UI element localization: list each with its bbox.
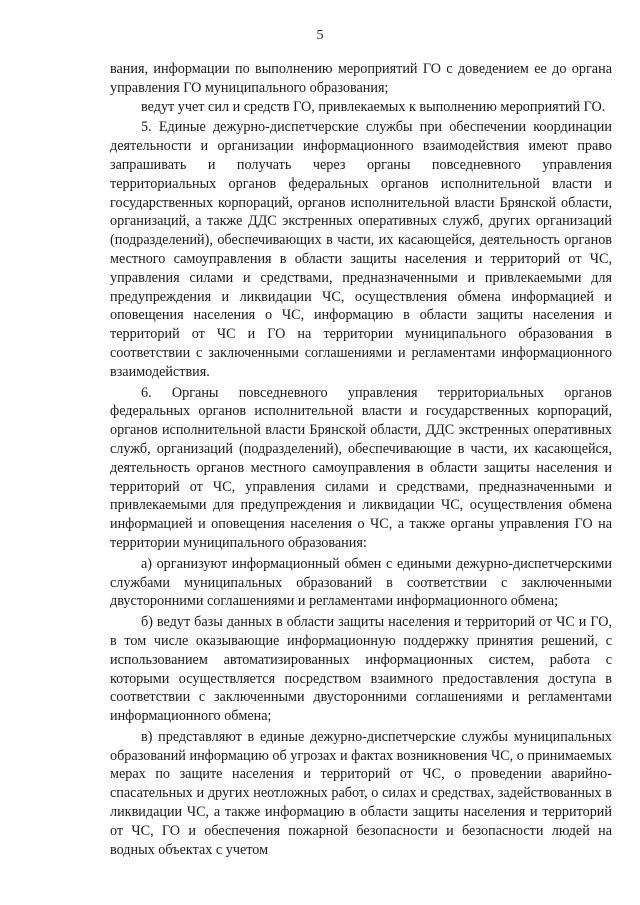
paragraph-5: 5. Единые дежурно-диспетчерские службы при обеспечении координации деятельности и организации информационного взаимодействия имеют право запрашивать и получать через органы повседневного управления территориальных органов федеральных органов исполнительной власти и государственных корпораций, органов исполнительной власти Брянской области, организаций, а также ДДС экстренных оперативных служб, других организаций (подразделений), обеспечивающих в части, их касающейся, деятельность органов местного самоуправления в области защиты населения и территорий от ЧС, управления силами и средствами, предназначенными и привлекаемыми для предупреждения и ликвидации ЧС, осуществления обмена информацией и оповещения населения о ЧС, информацию в области защиты населения и территорий от ЧС и ГО на территории муниципального образования в соответствии с заключенными соглашениями и регламентами информационного взаимодействия. — [110, 119, 612, 380]
paragraph-record-forces: ведут учет сил и средств ГО, привлекаемых к выполнению мероприятий ГО. — [141, 98, 606, 115]
list-item-a: а) организуют информационный обмен с едиными дежурно-диспетчерскими службами муниципальных образований в соответствии с заключенными двусторонними соглашениями и регламентами информационного обмена; — [110, 555, 612, 610]
list-item-v: в) представляют в единые дежурно-диспетчерские службы муниципальных образований информацию об угрозах и фактах возникновения ЧС, о принимаемых мерах по защите населения и территорий от ЧС, о проведении аварийно-спасательных и других неотложных работ, о силах и средствах, задействованных в ликвидации ЧС, а также информацию в области защиты населения и территорий от ЧС, ГО и обеспечения пожарной безопасности и безопасности людей на водных объектах с учетом — [110, 728, 612, 858]
paragraph-continuation: вания, информации по выполнению мероприятий ГО с доведением ее до органа управления ГО муниципального образования; — [110, 61, 612, 96]
page-number: 5 — [316, 28, 324, 43]
paragraph-6: 6. Органы повседневного управления территориальных органов федеральных органов исполнительной власти и государственных корпораций, органов исполнительной власти Брянской области, ДДС экстренных оперативных служб, организаций (подразделений), обеспечивающие в части, их касающейся, деятельность органов местного самоуправления в области защиты населения и территорий от ЧС, управления силами и средствами, предназначенными и привлекаемыми для предупреждения и ликвидации ЧС, осуществления обмена информацией и оповещения населения о ЧС, а также органы управления ГО на территории муниципального образования: — [110, 384, 612, 551]
list-item-b: б) ведут базы данных в области защиты населения и территорий от ЧС и ГО, в том числе оказывающие информационную поддержку принятия решений, с использованием автоматизированных информационных систем, работа с которыми осуществляется посредством взаимного предоставления доступа в соответствии с заключенными двусторонними соглашениями и регламентами информационного обмена; — [110, 614, 612, 725]
document-body — [110, 60, 612, 859]
